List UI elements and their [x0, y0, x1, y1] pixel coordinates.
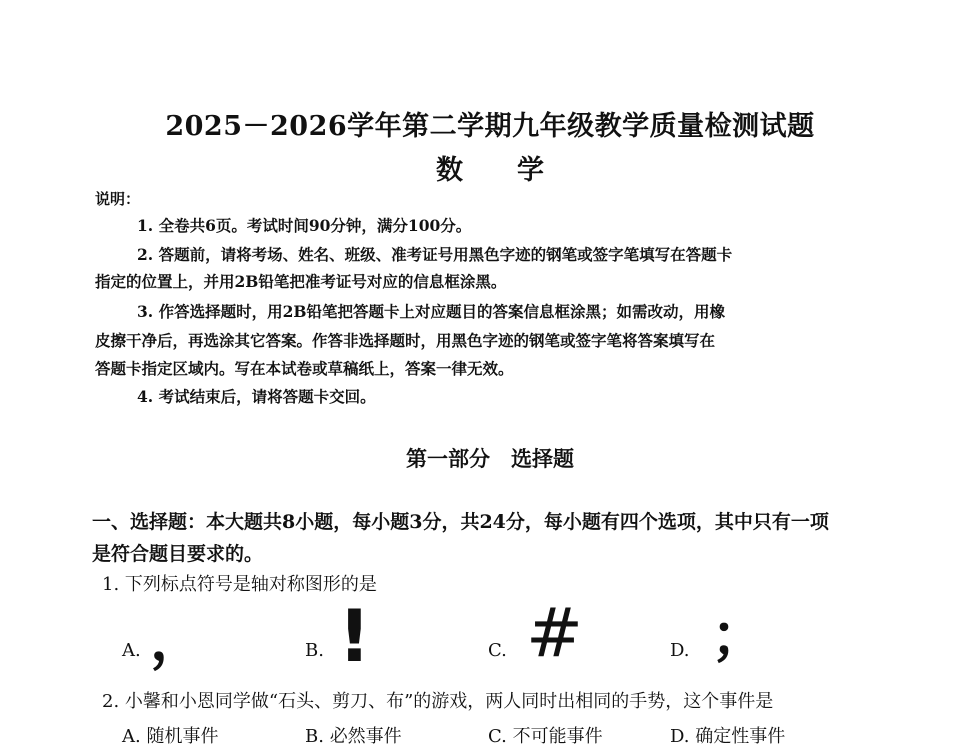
option-text: 确定性事件: [695, 726, 786, 747]
exam-title: 2025－2026学年第二学期九年级教学质量检测试题: [165, 111, 815, 142]
question-1-option-a[interactable]: [122, 640, 141, 661]
note-line: 指定的位置上，并用2B铅笔把准考证号对应的信息框涂黑。: [95, 272, 507, 291]
option-label: B.: [305, 726, 324, 747]
note-line: 答题卡指定区域内。写在本试卷或草稿纸上，答案一律无效。: [95, 359, 514, 378]
note-line: 2. 答题前，请将考场、姓名、班级、准考证号用黑色字迹的钢笔或签字笔填写在答题卡: [137, 245, 733, 264]
section-instructions-cont: 是符合题目要求的。: [92, 543, 264, 565]
exclamation-symbol-icon: !: [338, 594, 371, 678]
comma-symbol-icon: ，: [150, 607, 206, 673]
option-text: 不可能事件: [512, 726, 603, 747]
option-text: 随机事件: [146, 726, 219, 747]
option-label: D.: [670, 640, 690, 661]
question-2-stem: 2. 小馨和小恩同学做“石头、剪刀、布”的游戏，两人同时出相同的手势，这个事件是: [102, 691, 774, 712]
part-title: 第一部分 选择题: [406, 446, 574, 471]
note-line: 4. 考试结束后，请将答题卡交回。: [137, 387, 376, 406]
option-text: 必然事件: [329, 726, 402, 747]
section-instructions: 一、选择题：本大题共8小题，每小题3分，共24分，每小题有四个选项，其中只有一项: [92, 511, 829, 533]
subject-title: 数 学: [436, 155, 544, 186]
question-2-option-d[interactable]: [670, 722, 785, 748]
option-label: A.: [122, 726, 141, 747]
note-line: 3. 作答选择题时，用2B铅笔把答题卡上对应题目的答案信息框涂黑；如需改动，用橡: [137, 302, 725, 321]
question-2-option-c[interactable]: [488, 722, 603, 748]
option-label: A.: [122, 640, 141, 661]
option-label: B.: [305, 640, 324, 661]
note-line: 1. 全卷共6页。考试时间90分钟，满分100分。: [137, 216, 472, 235]
question-1-option-b[interactable]: [305, 640, 324, 661]
question-2-option-a[interactable]: [122, 722, 218, 748]
question-1-stem: 1. 下列标点符号是轴对称图形的是: [102, 574, 377, 595]
semicolon-symbol-icon: ；: [711, 603, 767, 669]
note-line: 皮擦干净后，再选涂其它答案。作答非选择题时，用黑色字迹的钢笔或签字笔将答案填写在: [95, 331, 716, 350]
question-1-option-d[interactable]: [670, 640, 690, 661]
question-1-option-c[interactable]: [488, 640, 507, 661]
option-label: C.: [488, 640, 507, 661]
hash-symbol-icon: #: [526, 594, 583, 673]
option-label: C.: [488, 726, 507, 747]
option-label: D.: [670, 726, 690, 747]
notes-heading: 说明：: [95, 190, 141, 208]
question-2-option-b[interactable]: [305, 722, 402, 748]
